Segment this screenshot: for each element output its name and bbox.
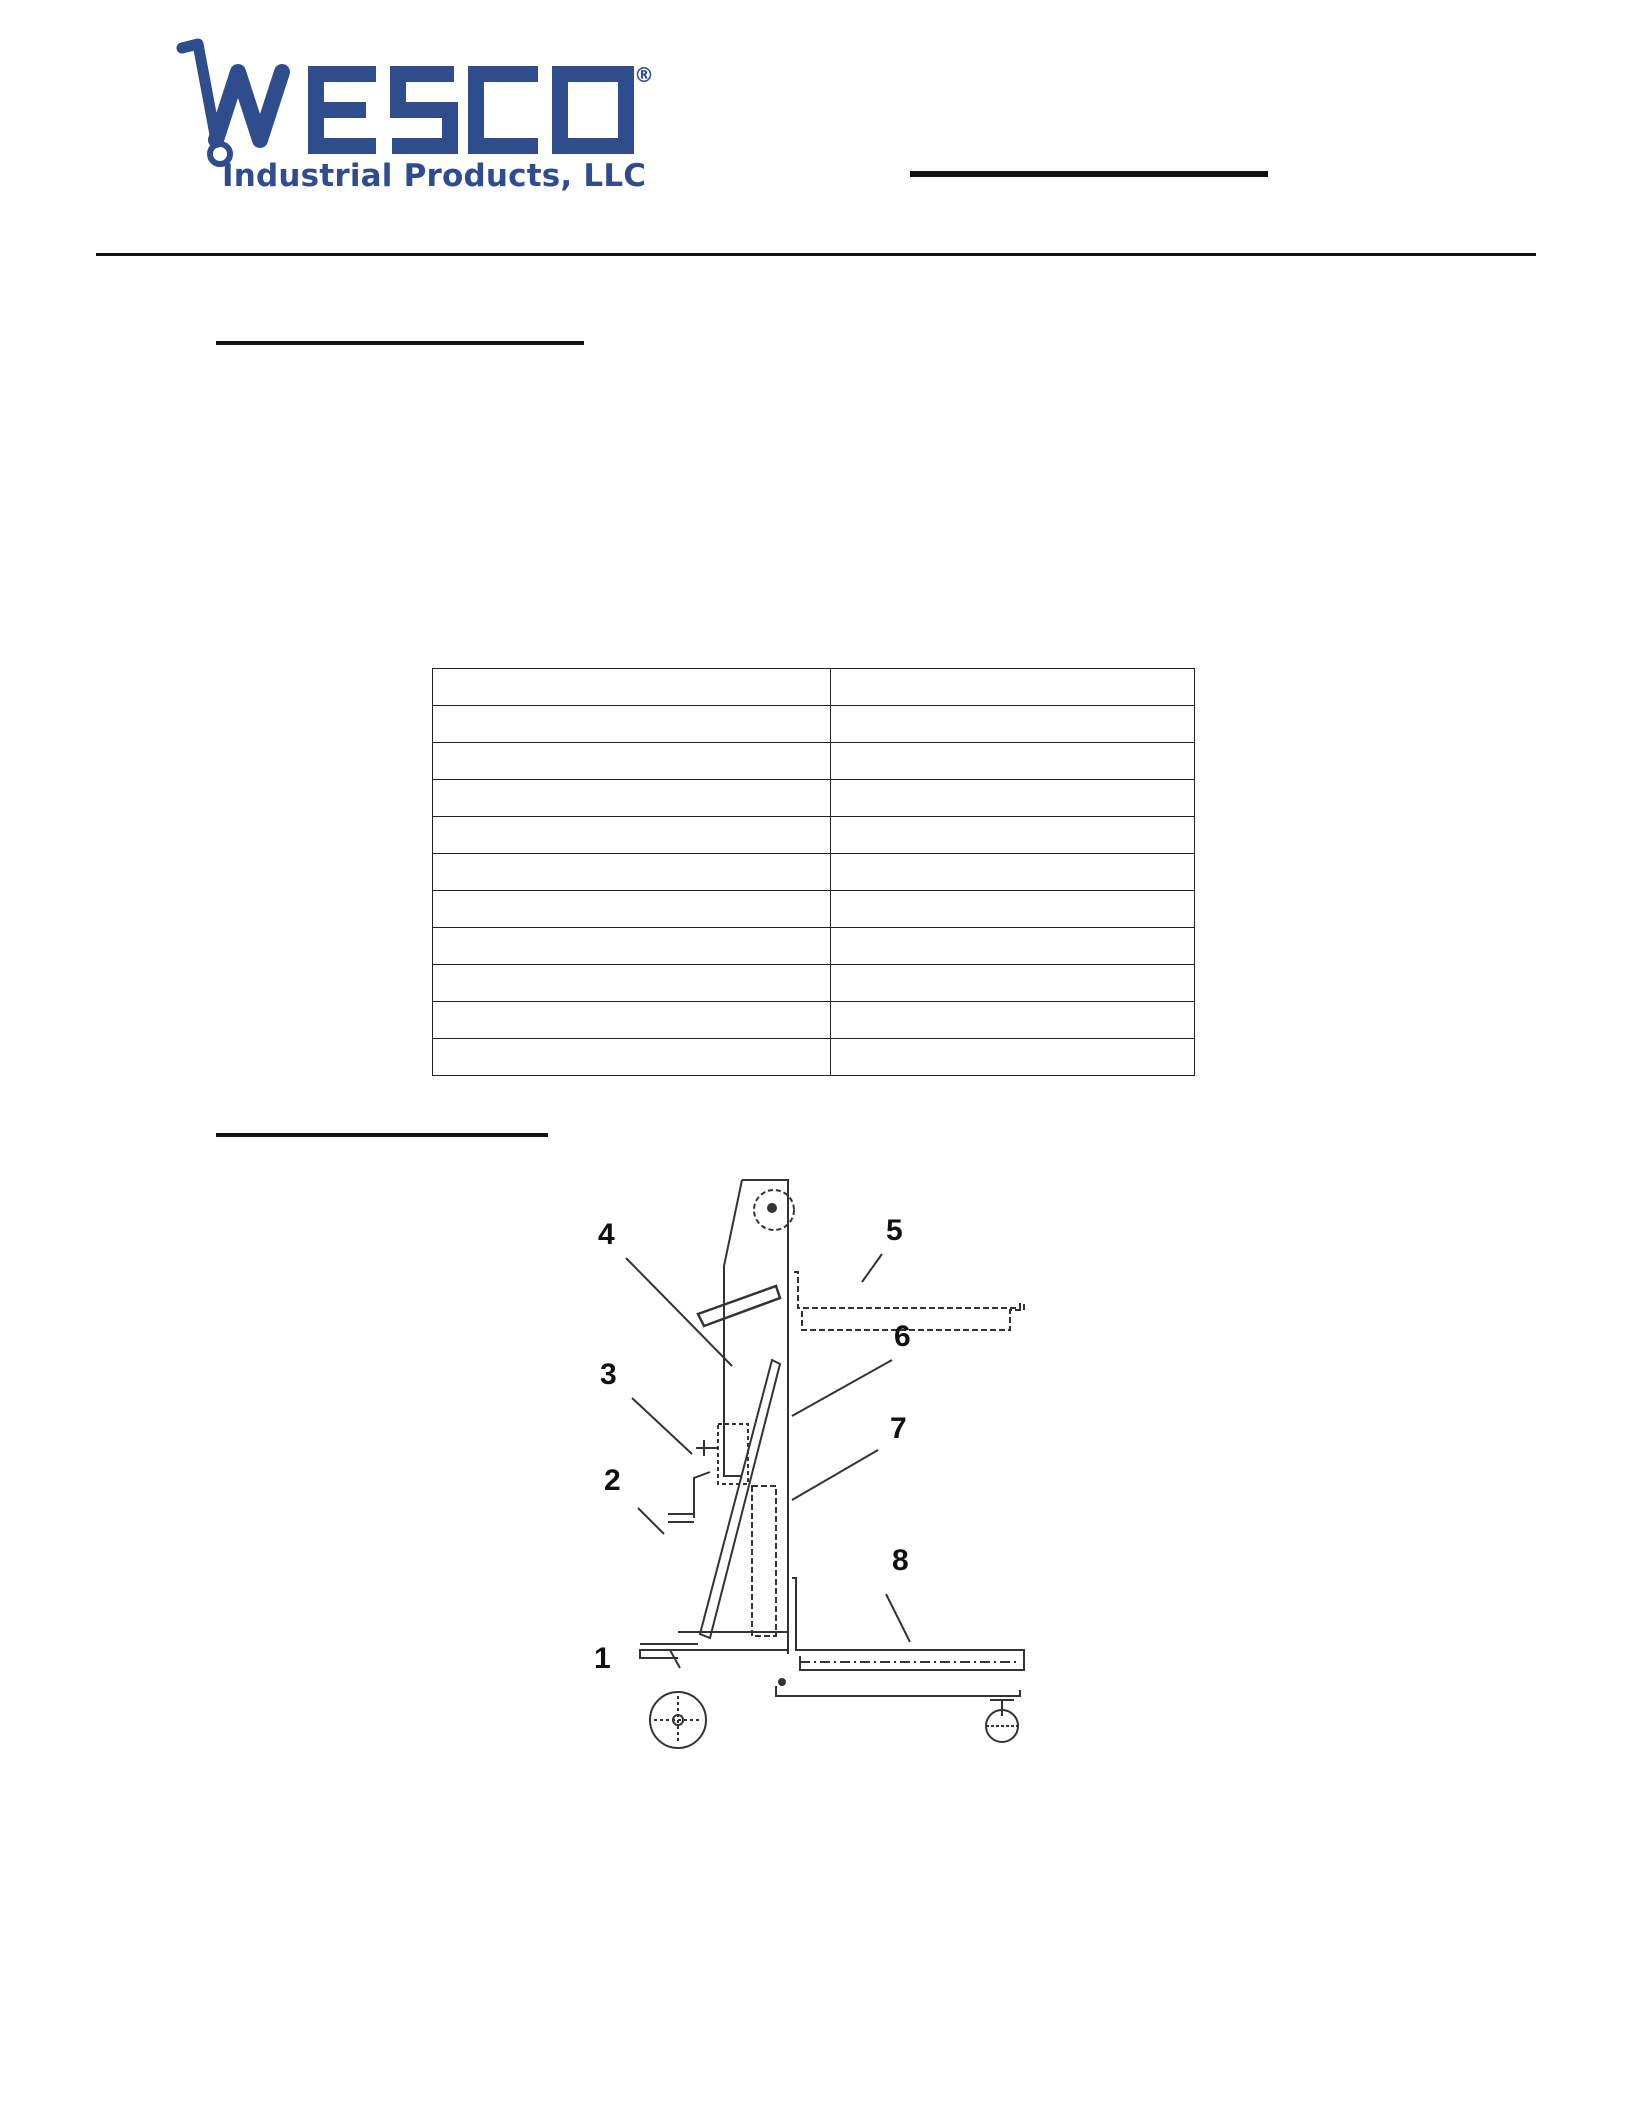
header-title-underline — [910, 171, 1268, 177]
table-row — [433, 1002, 1195, 1039]
table-row — [433, 928, 1195, 965]
table-row — [433, 891, 1195, 928]
spec-label — [433, 1039, 831, 1076]
callout-1: 1 — [594, 1642, 611, 1675]
spec-value — [831, 706, 1195, 743]
wordmark-letters — [316, 74, 626, 146]
spec-value — [831, 928, 1195, 965]
table-row — [433, 706, 1195, 743]
spec-value — [831, 965, 1195, 1002]
brake-icon — [696, 1440, 718, 1456]
push-handle — [700, 1360, 780, 1638]
spec-value — [831, 780, 1195, 817]
table-row — [433, 743, 1195, 780]
spec-label — [433, 706, 831, 743]
callout-3: 3 — [600, 1358, 617, 1391]
spec-value — [831, 1002, 1195, 1039]
spec-value — [831, 1039, 1195, 1076]
callout-8: 8 — [892, 1544, 909, 1577]
spec-label — [433, 928, 831, 965]
logo-subtitle: Industrial Products, LLC — [222, 158, 647, 194]
spec-label — [433, 854, 831, 891]
leader-line — [886, 1594, 910, 1642]
table-row — [433, 1039, 1195, 1076]
table-row — [433, 817, 1195, 854]
spec-value — [831, 891, 1195, 928]
leader-line — [792, 1450, 878, 1500]
inner-mast — [752, 1486, 776, 1636]
section-heading-2-underline — [216, 1133, 548, 1137]
spec-label — [433, 817, 831, 854]
crank-handle — [668, 1472, 710, 1522]
callout-5: 5 — [886, 1214, 903, 1247]
leader-line — [862, 1254, 882, 1282]
base-rail — [776, 1686, 1020, 1696]
table-row — [433, 669, 1195, 706]
registered-mark: ® — [634, 63, 654, 87]
lower-platform — [792, 1578, 1024, 1670]
table-row — [433, 780, 1195, 817]
hand-truck-icon — [182, 44, 282, 164]
parts-diagram — [580, 1176, 1040, 1760]
leader-line — [638, 1508, 664, 1534]
mast-housing — [742, 1180, 788, 1654]
rear-caster-icon — [990, 1700, 1014, 1716]
section-heading-1-underline — [216, 341, 584, 345]
spec-value — [831, 854, 1195, 891]
leader-line — [632, 1398, 692, 1454]
spec-label — [433, 965, 831, 1002]
callout-4: 4 — [598, 1218, 615, 1251]
spec-value — [831, 669, 1195, 706]
spec-value — [831, 743, 1195, 780]
spec-label — [433, 780, 831, 817]
leader-line — [792, 1360, 892, 1416]
spec-label — [433, 891, 831, 928]
callout-7: 7 — [890, 1412, 907, 1445]
callout-2: 2 — [604, 1464, 621, 1497]
upper-handle — [698, 1286, 780, 1326]
spec-label — [433, 669, 831, 706]
spec-value — [831, 817, 1195, 854]
spec-table — [432, 668, 1195, 1076]
spec-label — [433, 743, 831, 780]
header-divider — [96, 253, 1536, 256]
leader-line — [626, 1258, 732, 1366]
table-row — [433, 965, 1195, 1002]
spec-label — [433, 1002, 831, 1039]
mast-body — [724, 1180, 742, 1476]
table-row — [433, 854, 1195, 891]
callout-6: 6 — [894, 1320, 911, 1353]
